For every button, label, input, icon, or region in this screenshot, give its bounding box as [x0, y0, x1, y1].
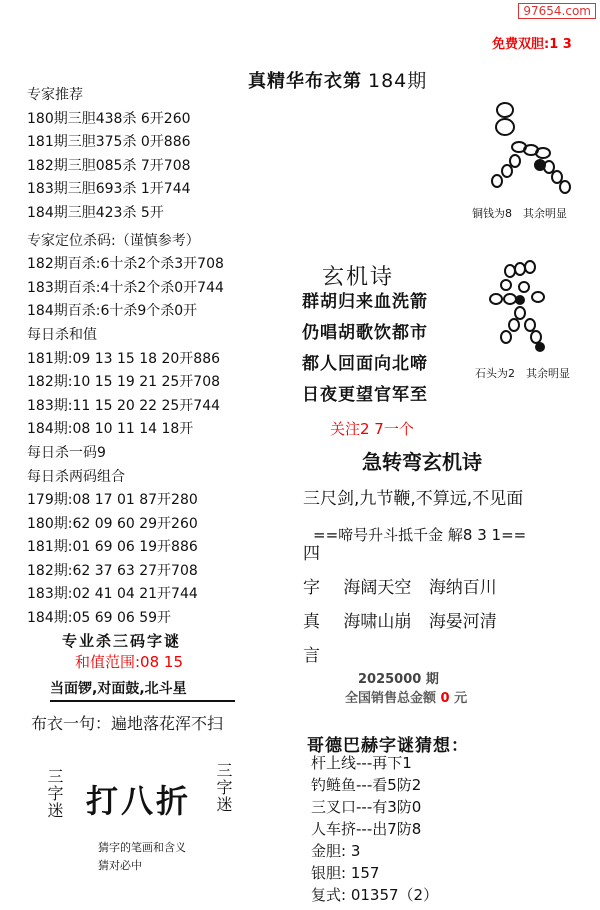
buyi-line: 布衣一句：遍地落花浑不扫 [31, 714, 224, 733]
grid-char: 言 [303, 646, 320, 666]
expert-line: 181期三胆375杀 0开886 [27, 134, 191, 151]
daily-two-line: 181期:01 69 06 19开886 [27, 539, 198, 556]
daily-two-line: 183期:02 41 04 21开744 [27, 586, 198, 603]
goethe-line: 人车挤---出7防8 [311, 820, 422, 838]
daily-two-line: 182期:62 37 63 27开708 [27, 562, 198, 579]
grid-char: 字 [303, 578, 320, 598]
sales-label: 全国销售总金额 [345, 691, 437, 706]
daily-sum-line: 181期:09 13 15 18 20开886 [27, 350, 221, 367]
grid-row [303, 571, 497, 605]
expert-line: 183期三胆693杀 1开744 [27, 181, 191, 198]
xuanji-note: 关注2 7一个 [330, 420, 414, 438]
goethe-line: 银胆: 157 [311, 864, 380, 882]
expert-line: 180期三胆438杀 6开260 [27, 110, 191, 127]
position-heading: 专家定位杀码:（谨慎参考） [27, 232, 200, 249]
site-badge: 97654.com [518, 3, 596, 19]
goethe-line: 复式: 01357（2） [311, 886, 439, 904]
stone-figure-icon [480, 257, 585, 357]
riddle3-title: 专业杀三码字谜 [62, 632, 182, 650]
daily-two-heading: 每日杀两码组合 [27, 468, 125, 485]
riddle-left-label: 三字迷 [45, 768, 64, 819]
grid-phrase: 海晏河清 [428, 612, 497, 632]
riddle-center-text: 打八折 [86, 782, 192, 820]
coin-figure-icon [475, 95, 590, 200]
turn-line1: 三尺剑,九节鞭,不算远,不见面 [303, 489, 524, 509]
goethe-heading: 哥德巴赫字谜猜想： [307, 736, 469, 756]
expert-line: 182期三胆085杀 7开708 [27, 157, 191, 174]
grid-row [303, 537, 497, 571]
xuanji-line: 都人回面向北啼 [302, 354, 428, 374]
daily-two-line: 180期:62 09 60 29开260 [27, 515, 198, 532]
riddle-hint: 猜字的笔画和含义 [98, 841, 186, 854]
xuanji-line: 群胡归来血洗箭 [302, 292, 428, 312]
riddle-right-label: 三字迷 [214, 762, 233, 813]
position-line: 183期百杀:4十杀2个杀0开744 [27, 279, 224, 296]
riddle3-range: 和值范围:08 15 [75, 653, 183, 671]
daily-two-line: 179期:08 17 01 87开280 [27, 492, 198, 509]
xuanji-poem [302, 287, 428, 411]
xuanji-line: 仍唱胡歌饮都市 [302, 323, 428, 343]
goethe-line: 三叉口---有3防0 [311, 798, 422, 816]
turn-line2: ==啼号升斗抵千金 解8 3 1== [313, 526, 527, 544]
free-pick: 免费双胆:1 3 [492, 37, 572, 52]
xuanji-line: 日夜更望官军至 [302, 385, 428, 405]
daily-sum-line: 182期:10 15 19 21 25开708 [27, 374, 221, 391]
turn-heading: 急转弯玄机诗 [362, 450, 482, 474]
grid-phrase: 海啸山崩 [343, 612, 412, 632]
expert-heading: 专家推荐 [27, 87, 83, 103]
goethe-line: 金胆: 3 [311, 842, 361, 860]
coin-caption: 铜钱为8 其余明显 [472, 207, 567, 220]
issue-number: 184期 [368, 70, 428, 92]
grid-char: 真 [303, 612, 320, 632]
riddle3-clue: 当面锣,对面鼓,北斗星 [50, 678, 235, 702]
four-word-grid [303, 537, 497, 673]
riddle-hint-2: 猜对必中 [98, 859, 142, 872]
position-line: 184期百杀:6十杀9个杀0开 [27, 303, 198, 320]
daily-sum-line: 184期:08 10 11 14 18开 [27, 421, 194, 438]
sales-issue: 2025000 期 [358, 672, 439, 687]
xuanji-heading: 玄机诗 [322, 265, 395, 290]
daily-two-line: 184期:05 69 06 59开 [27, 610, 172, 627]
daily-one: 每日杀一码9 [27, 444, 106, 461]
goethe-line: 钓鲢鱼---看5防2 [311, 776, 422, 794]
position-line: 182期百杀:6十杀2个杀3开708 [27, 256, 224, 273]
sales-total [345, 687, 467, 706]
goethe-list [311, 752, 438, 906]
expert-section [27, 84, 224, 631]
sales-amount: 0 [440, 691, 450, 706]
grid-phrase: 海纳百川 [428, 578, 497, 598]
daily-sum-line: 183期:11 15 20 22 25开744 [27, 397, 221, 414]
stone-caption: 石头为2 其余明显 [475, 367, 570, 380]
goethe-line: 杆上线---再下1 [311, 754, 412, 772]
title-text: 真精华布衣第 [248, 71, 362, 92]
daily-sum-heading: 每日杀和值 [27, 326, 97, 343]
grid-char: 四 [303, 544, 320, 564]
expert-line: 184期三胆423杀 5开 [27, 204, 164, 221]
sales-unit: 元 [454, 691, 468, 706]
grid-row [303, 605, 497, 639]
grid-phrase: 海阔天空 [343, 578, 412, 598]
page-title [248, 66, 427, 93]
